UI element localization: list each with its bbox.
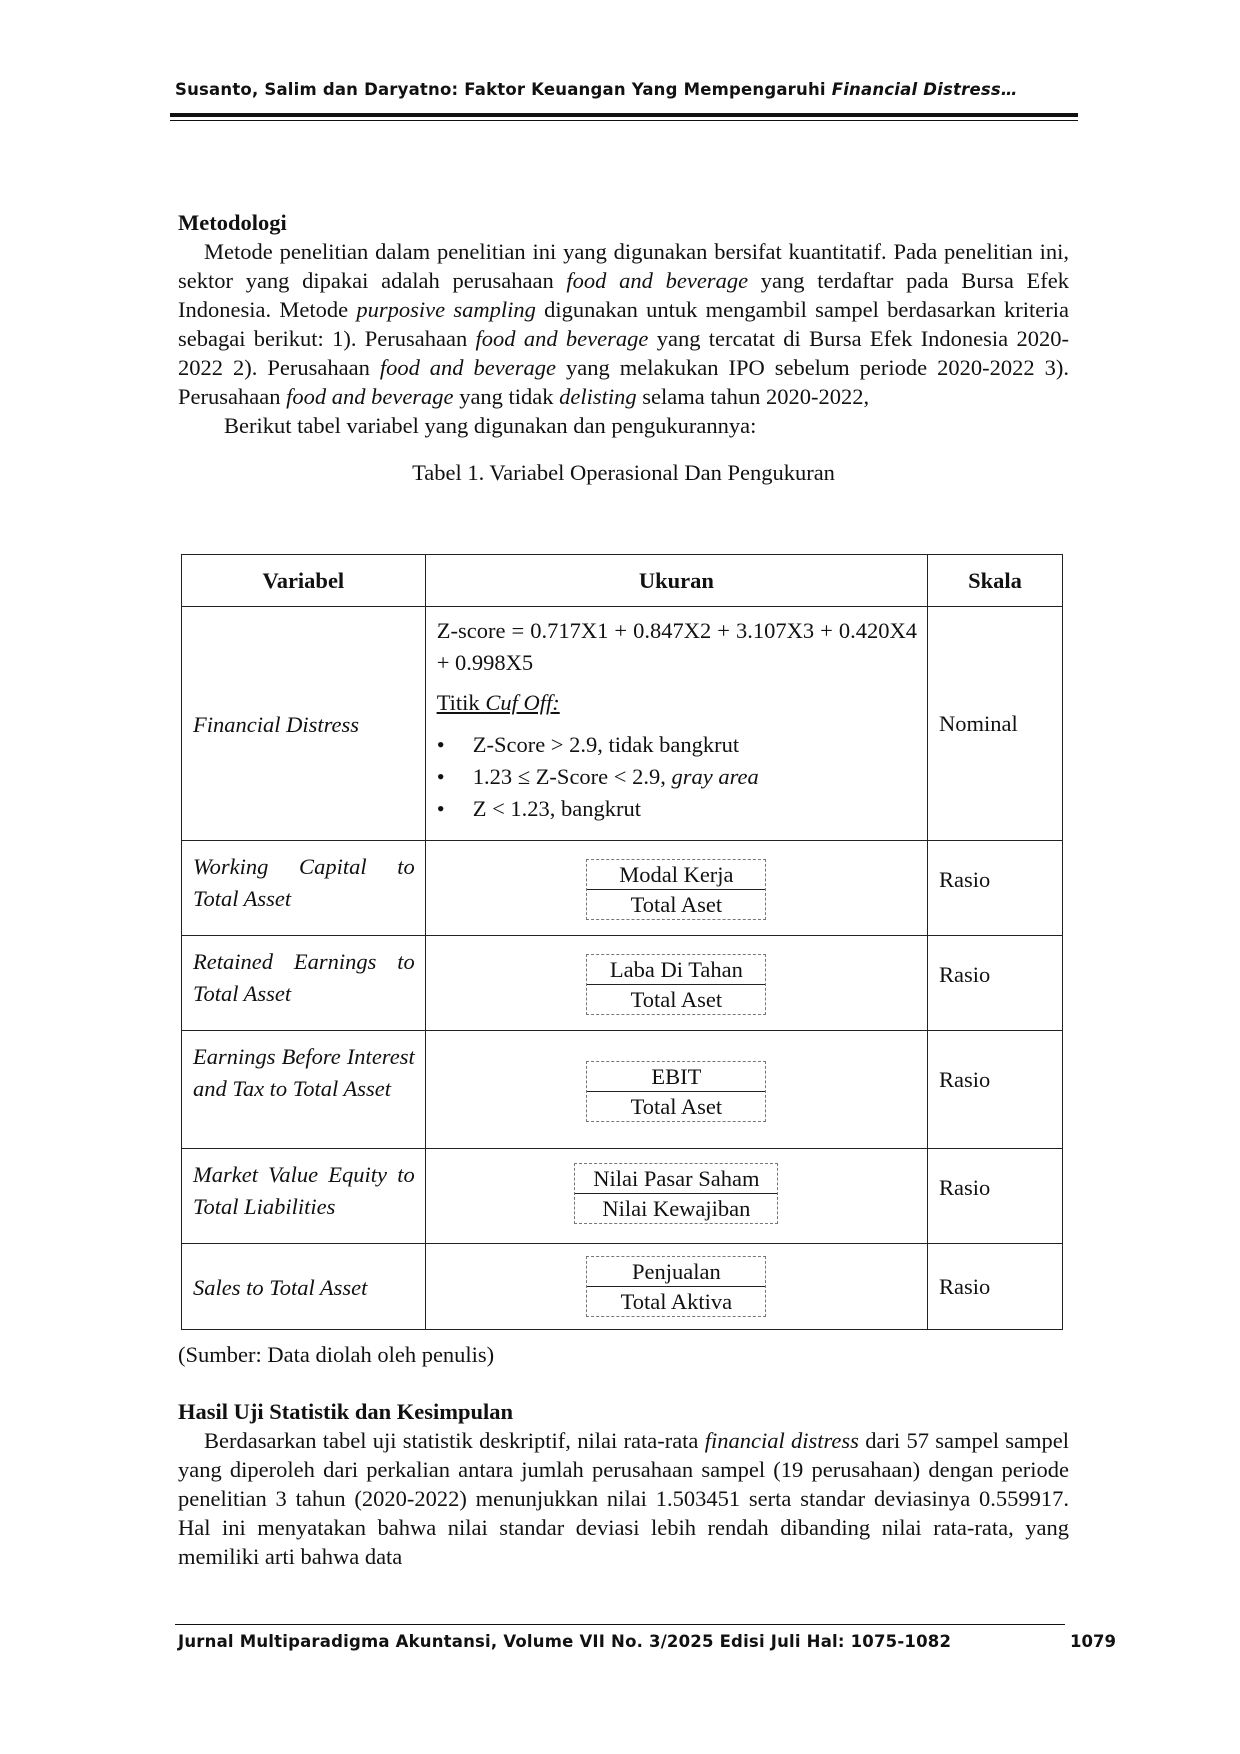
table-row: [182, 1149, 1063, 1244]
ratio-formula: [425, 936, 927, 1031]
z-score-measure: [425, 607, 927, 841]
numerator: Modal Kerja: [587, 860, 765, 890]
header-ukuran: Ukuran: [425, 555, 927, 607]
section-heading-hasil: Hasil Uji Statistik dan Kesimpulan: [178, 1399, 514, 1424]
page-number: 1079: [1070, 1632, 1116, 1651]
header-variabel: Variabel: [182, 555, 426, 607]
scale-value: Rasio: [928, 1244, 1063, 1330]
scale-value: Rasio: [928, 1149, 1063, 1244]
variable-name: Earnings Before Interest and Tax to Total Asset: [182, 1031, 426, 1149]
table-row: [182, 841, 1063, 936]
cutoff-criteria-list: [437, 729, 917, 825]
table-row: [182, 1244, 1063, 1330]
table-header-row: [182, 555, 1063, 607]
ratio-formula: [425, 1031, 927, 1149]
denominator: Total Aset: [630, 1094, 723, 1119]
table-row: [182, 1031, 1063, 1149]
table-row-financial-distress: [182, 607, 1063, 841]
header-skala: Skala: [928, 555, 1063, 607]
variable-name: Retained Earnings to Total Asset: [182, 936, 426, 1031]
denominator: Total Aset: [630, 987, 723, 1012]
ratio-formula: [425, 841, 927, 936]
scale-value: Rasio: [928, 841, 1063, 936]
ratio-formula: [425, 1149, 927, 1244]
scale-value: Rasio: [928, 1031, 1063, 1149]
cutoff-label: Titik Cuf Off:: [436, 690, 560, 715]
running-header: Susanto, Salim dan Daryatno: Faktor Keuangan Yang Mempengaruhi Financial Distress…: [175, 80, 1018, 99]
after-table-content: [178, 1340, 1069, 1571]
paragraph-table-intro: Berikut tabel variabel yang digunakan dan pengukurannya:: [224, 413, 757, 438]
table-row: [182, 936, 1063, 1031]
footer-rule: [175, 1624, 1065, 1625]
scale-value: Rasio: [928, 936, 1063, 1031]
variable-name: Working Capital to Total Asset: [182, 841, 426, 936]
paragraph-metodologi: Metode penelitian dalam penelitian ini yang digunakan bersifat kuantitatif. Pada penelitian ini, sektor yang dipakai adalah perusahaan food and beverage yang terdaftar pada Bursa Efek Indonesia. Metode purposive sampling digunakan untuk mengambil sampel berdasarkan kriteria sebagai berikut: 1). Perusahaan food and beverage yang tercatat di Bursa Efek Indonesia 2020-2022 2). Perusahaan food and beverage yang melakukan IPO sebelum periode 2020-2022 3). Perusahaan food and beverage yang tidak delisting selama tahun 2020-2022,: [178, 239, 1069, 409]
journal-footer: Jurnal Multiparadigma Akuntansi, Volume VII No. 3/2025 Edisi Juli Hal: 1075-1082: [178, 1632, 952, 1651]
denominator: Total Aktiva: [620, 1289, 733, 1314]
paragraph-hasil: Berdasarkan tabel uji statistik deskriptif, nilai rata-rata financial distress dari 57 sampel sampel yang diperoleh dari perkalian antara jumlah perusahaan sampel (19 perusahaan) dengan periode penelitian 3 tahun (2020-2022) menunjukkan nilai 1.503451 serta standar deviasinya 0.559917. Hal ini menyatakan bahwa nilai standar deviasi lebih rendah dibanding nilai rata-rata, yang memiliki arti bahwa data: [178, 1428, 1070, 1569]
list-item: • Z-Score > 2.9, tidak bangkrut: [473, 729, 917, 761]
variable-name: Market Value Equity to Total Liabilities: [182, 1149, 426, 1244]
section-heading-metodologi: Metodologi: [178, 210, 287, 235]
variable-table: [181, 554, 1063, 1330]
table-source-note: (Sumber: Data diolah oleh penulis): [178, 1342, 495, 1367]
denominator: Nilai Kewajiban: [602, 1196, 751, 1221]
denominator: Total Aset: [630, 892, 723, 917]
z-score-equation: Z-score = 0.717X1 + 0.847X2 + 3.107X3 + 0.420X4 + 0.998X5: [436, 618, 918, 675]
numerator: Nilai Pasar Saham: [575, 1164, 777, 1194]
variable-name: Financial Distress: [182, 607, 426, 841]
numerator: Penjualan: [587, 1257, 765, 1287]
header-rule-thin: [170, 120, 1078, 121]
numerator: Laba Di Tahan: [587, 955, 765, 985]
table-caption: Tabel 1. Variabel Operasional Dan Pengukuran: [412, 460, 835, 485]
variable-name: Sales to Total Asset: [182, 1244, 426, 1330]
list-item: • Z < 1.23, bangkrut: [473, 793, 917, 825]
ratio-formula: [425, 1244, 927, 1330]
numerator: EBIT: [587, 1062, 765, 1092]
body-content: [178, 208, 1069, 487]
scale-value: Nominal: [928, 607, 1063, 841]
list-item: • 1.23 ≤ Z-Score < 2.9, gray area: [473, 761, 917, 793]
header-rule-thick: [170, 113, 1078, 117]
